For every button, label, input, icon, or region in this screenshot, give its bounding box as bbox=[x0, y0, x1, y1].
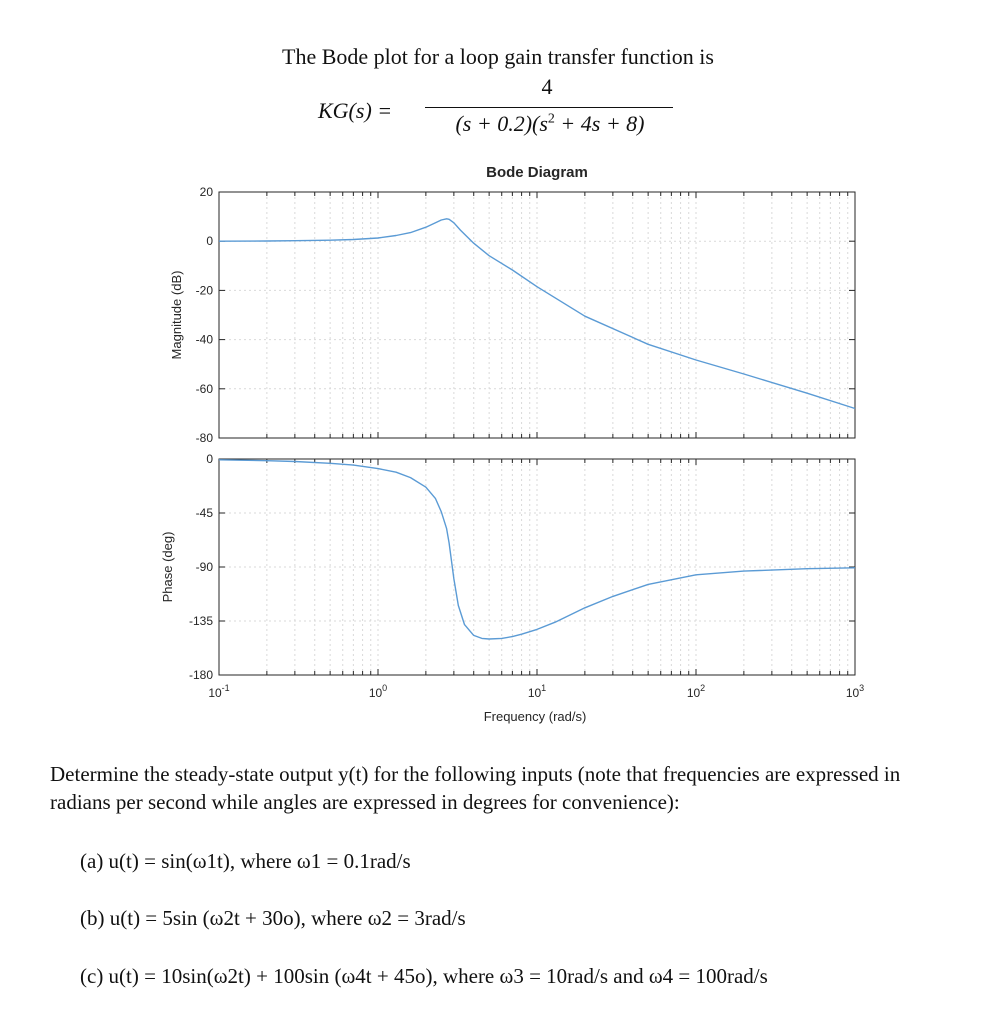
question-text: Determine the steady-state output y(t) for the following inputs (note that frequencies are expressed in radians per second while angles are expressed in degrees for convenience): bbox=[50, 762, 901, 814]
denominator-part2: + 4s + 8) bbox=[554, 111, 645, 136]
magnitude-ytick-label: -20 bbox=[195, 283, 213, 298]
equation-numerator: 4 bbox=[541, 74, 553, 99]
denominator-exponent: 2 bbox=[547, 111, 555, 127]
phase-ytick-label: 0 bbox=[206, 452, 213, 466]
xtick-label: $10^2$ bbox=[686, 683, 706, 700]
part-b: (b) u(t) = 5sin (ω2t + 30o), where ω2 = 3rad/s bbox=[80, 906, 466, 930]
phase-ytick-label: -45 bbox=[195, 506, 213, 520]
xtick-label: $10^3$ bbox=[845, 683, 865, 700]
equation-lhs: KG(s) = bbox=[318, 98, 393, 123]
chart-title: Bode Diagram bbox=[486, 164, 588, 181]
part-a: (a) u(t) = sin(ω1t), where ω1 = 0.1rad/s bbox=[80, 849, 411, 873]
magnitude-ytick-label: -40 bbox=[195, 332, 213, 347]
magnitude-ytick-label: -60 bbox=[195, 381, 213, 396]
magnitude-ytick-label: 0 bbox=[206, 234, 213, 249]
magnitude-ylabel: Magnitude (dB) bbox=[169, 270, 184, 360]
magnitude-ytick-label: -80 bbox=[195, 431, 213, 445]
problem-intro: The Bode plot for a loop gain transfer function is bbox=[282, 44, 714, 69]
denominator-part1: (s + 0.2)(s bbox=[455, 111, 548, 136]
phase-ylabel: Phase (deg) bbox=[160, 531, 175, 603]
phase-ytick-label: -135 bbox=[188, 614, 213, 628]
phase-ytick-label: -180 bbox=[188, 668, 213, 682]
chart-xlabel: Frequency (rad/s) bbox=[483, 709, 587, 724]
xtick-label: $10^0$ bbox=[368, 683, 388, 700]
xtick-label: $10^1$ bbox=[527, 683, 547, 700]
phase-ytick-label: -90 bbox=[195, 560, 213, 574]
part-c: (c) u(t) = 10sin(ω2t) + 100sin (ω4t + 45o), where ω3 = 10rad/s and ω4 = 100rad/s bbox=[80, 964, 768, 988]
xtick-label: $10^{-1}$ bbox=[208, 683, 230, 700]
magnitude-ytick-label: 20 bbox=[199, 185, 213, 199]
